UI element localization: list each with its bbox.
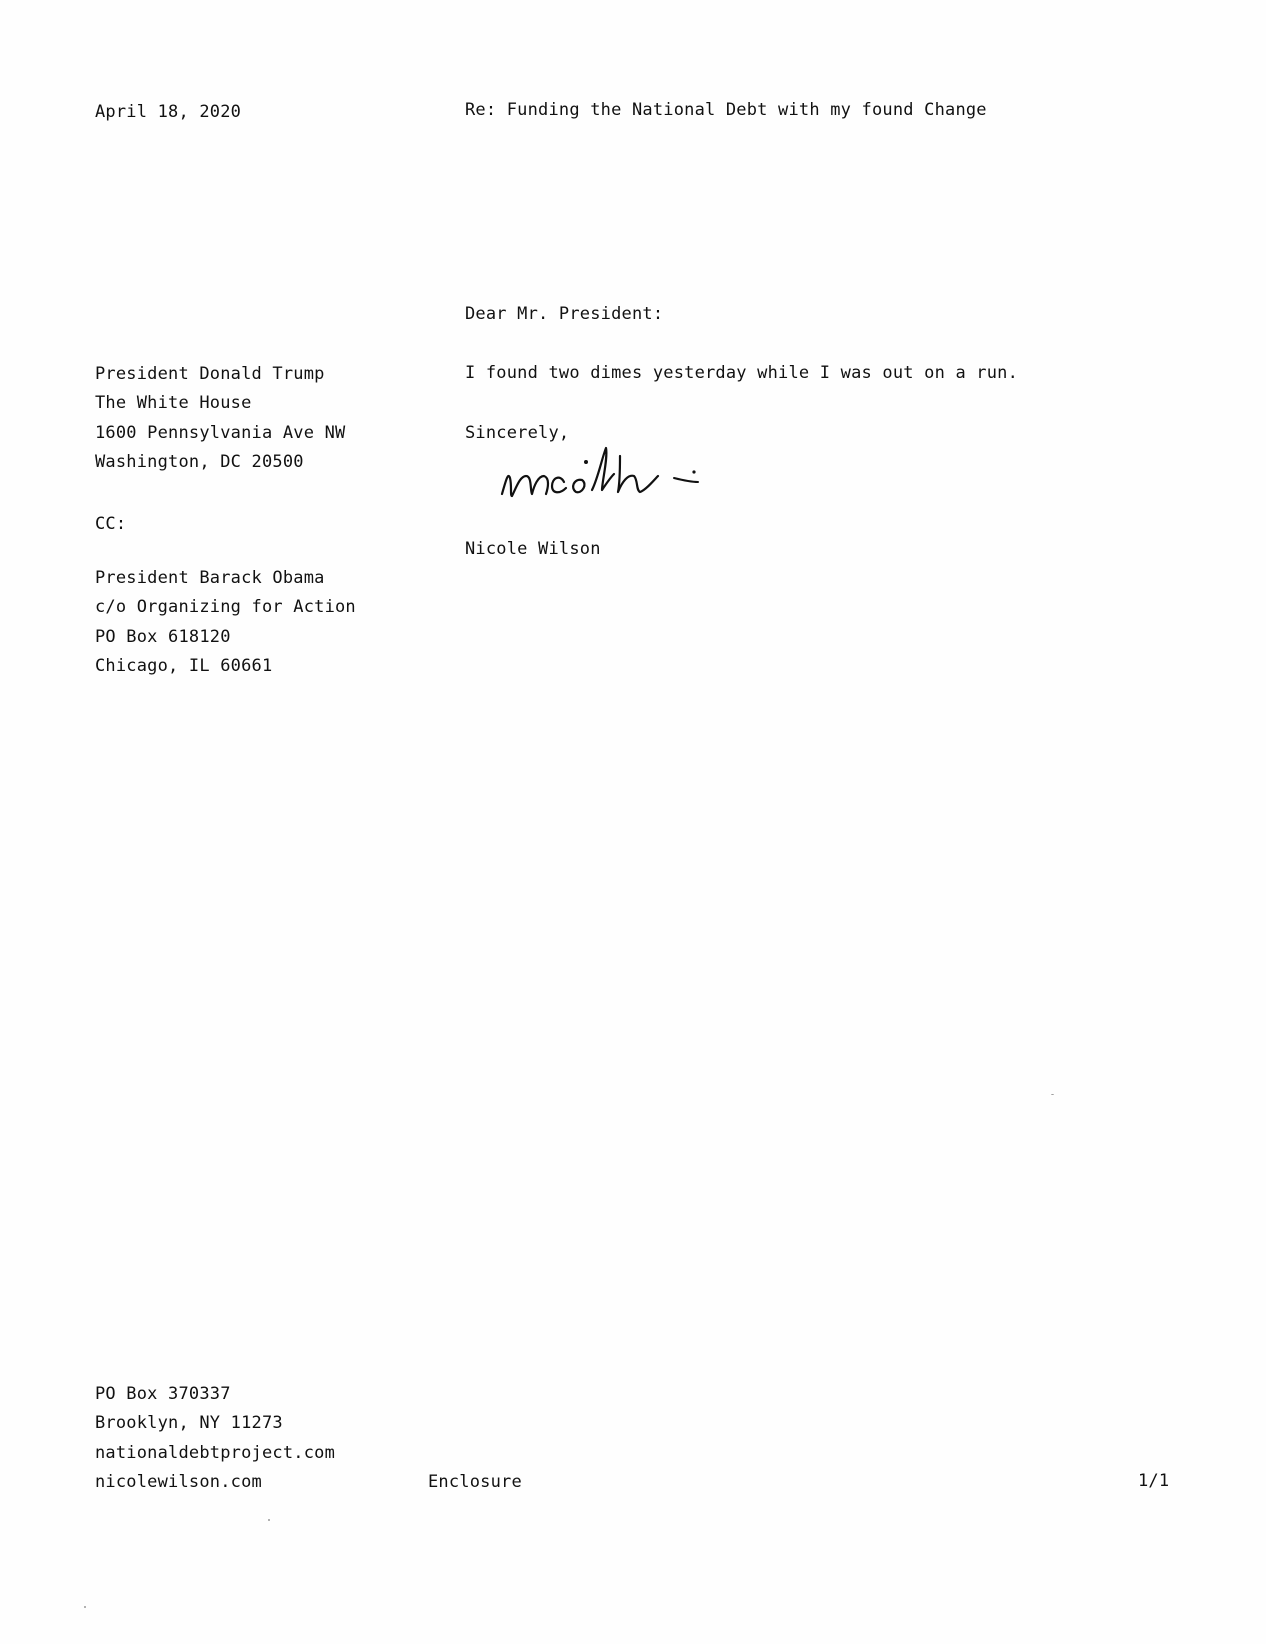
closing: Sincerely, xyxy=(465,423,570,443)
subject-line: Re: Funding the National Debt with my found Change xyxy=(465,100,987,120)
sender-line: nicolewilson.com xyxy=(95,1471,262,1492)
cc-line: President Barack Obama xyxy=(95,568,325,588)
sender-address xyxy=(95,1380,335,1497)
sender-line: PO Box 370337 xyxy=(95,1384,231,1404)
recipient-line: Washington, DC 20500 xyxy=(95,451,304,472)
scan-speck xyxy=(268,1519,270,1521)
recipient-line: President Donald Trump xyxy=(95,364,325,384)
sender-line: Brooklyn, NY 11273 xyxy=(95,1413,283,1434)
page-number: 1/1 xyxy=(1138,1471,1170,1491)
cc-line: Chicago, IL 60661 xyxy=(95,655,273,676)
salutation: Dear Mr. President: xyxy=(465,304,664,324)
letter-date: April 18, 2020 xyxy=(95,102,242,122)
letter-body: I found two dimes yesterday while I was out on a run. xyxy=(465,363,1019,383)
sender-line: nationaldebtproject.com xyxy=(95,1442,336,1463)
handwritten-signature xyxy=(498,438,738,510)
cc-line: c/o Organizing for Action xyxy=(95,597,356,618)
scan-speck xyxy=(1051,1094,1054,1095)
cc-address xyxy=(95,564,356,681)
enclosure-note: Enclosure xyxy=(428,1472,522,1492)
recipient-address xyxy=(95,360,345,477)
scan-speck xyxy=(84,1606,86,1608)
recipient-line: 1600 Pennsylvania Ave NW xyxy=(95,422,346,443)
signer-name: Nicole Wilson xyxy=(465,539,601,559)
recipient-line: The White House xyxy=(95,393,252,414)
cc-line: PO Box 618120 xyxy=(95,626,231,647)
cc-label: CC: xyxy=(95,514,127,534)
